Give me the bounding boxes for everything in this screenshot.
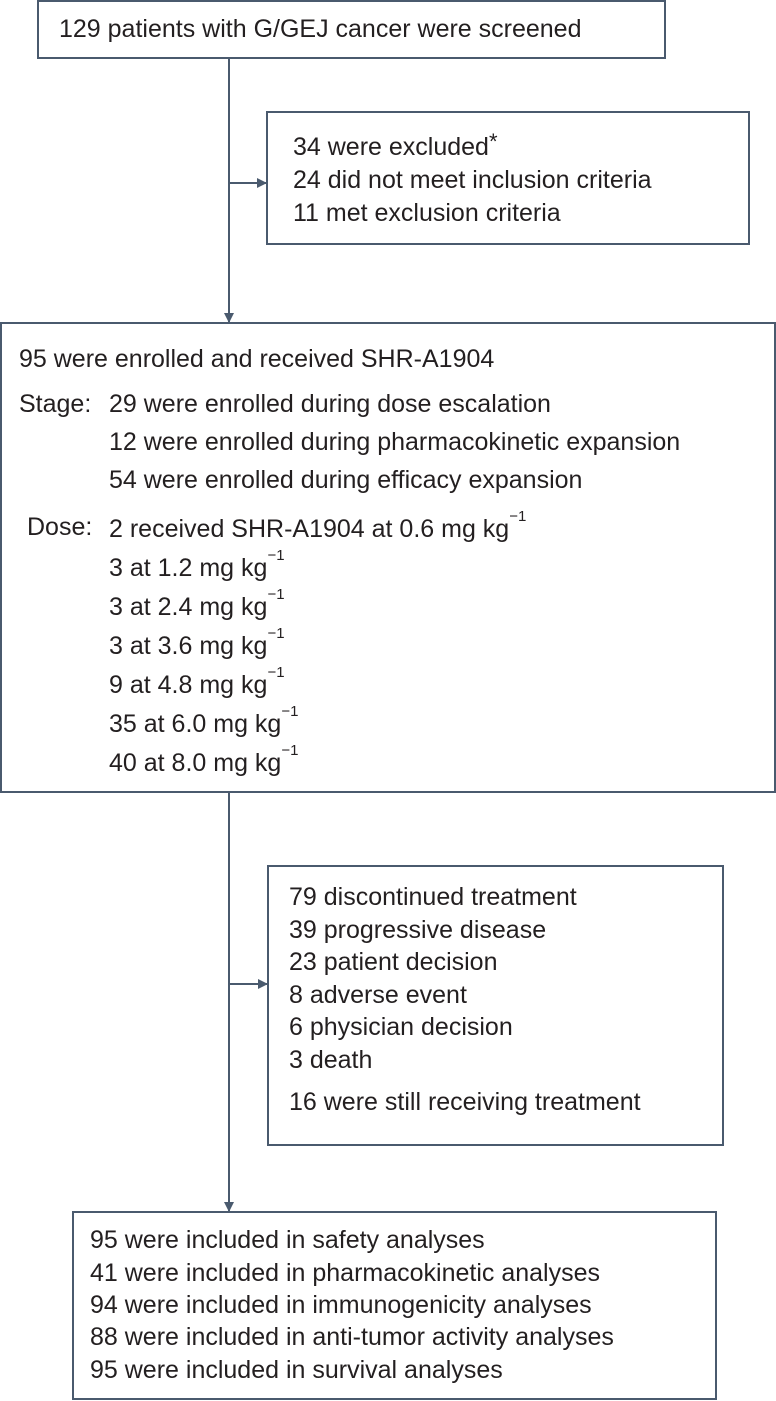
- exclusion-title-text: 34 were excluded: [293, 133, 489, 161]
- stage-item: 54 were enrolled during efficacy expansion: [109, 466, 583, 494]
- screening-box: [37, 0, 666, 59]
- treatment-box: [267, 865, 724, 1146]
- enrollment-title: 95 were enrolled and received SHR-A1904: [19, 345, 495, 373]
- treatment-item: 39 progressive disease: [289, 916, 547, 944]
- analyses-box: [72, 1211, 717, 1400]
- screening-text: 129 patients with G/GEJ cancer were screened: [59, 15, 582, 43]
- dose-item: 9 at 4.8 mg $kg^{-1}$: [109, 664, 285, 699]
- analysis-item: 88 were included in anti-tumor activity analyses: [90, 1323, 614, 1351]
- stage-label: Stage:: [19, 390, 92, 418]
- stage-item: 29 were enrolled during dose escalation: [109, 390, 551, 418]
- dose-item: 3 at 2.4 mg $kg^{-1}$: [109, 586, 285, 621]
- exclusion-item: 24 did not meet inclusion criteria: [293, 166, 652, 194]
- dose-item: 35 at 6.0 mg $kg^{-1}$: [109, 703, 299, 738]
- dose-label: Dose:: [27, 513, 93, 541]
- ongoing-treatment: 16 were still receiving treatment: [289, 1088, 641, 1116]
- analysis-item: 41 were included in pharmacokinetic analyses: [90, 1259, 601, 1287]
- exclusion-item: 11 met exclusion criteria: [293, 199, 561, 227]
- stage-item: 12 were enrolled during pharmacokinetic expansion: [109, 428, 681, 456]
- dose-item: 3 at 1.2 mg $kg^{-1}$: [109, 547, 285, 582]
- enrollment-box: [0, 322, 776, 793]
- dose-item: 3 at 3.6 mg $kg^{-1}$: [109, 625, 285, 660]
- treatment-item: 79 discontinued treatment: [289, 883, 577, 911]
- footnote-marker: *: [488, 129, 498, 154]
- analysis-item: 94 were included in immunogenicity analyses: [90, 1291, 592, 1319]
- treatment-item: 6 physician decision: [289, 1013, 513, 1041]
- treatment-item: 3 death: [289, 1046, 373, 1074]
- dose-item: 2 received SHR-A1904 at 0.6 mg $kg^{-1}$: [109, 508, 527, 543]
- dose-item: 40 at 8.0 mg $kg^{-1}$: [109, 742, 299, 777]
- treatment-item: 23 patient decision: [289, 948, 498, 976]
- exclusion-title: [293, 131, 498, 164]
- treatment-item: 8 adverse event: [289, 981, 467, 1009]
- analysis-item: 95 were included in survival analyses: [90, 1356, 503, 1384]
- analysis-item: 95 were included in safety analyses: [90, 1226, 485, 1254]
- exclusion-box: [266, 111, 750, 245]
